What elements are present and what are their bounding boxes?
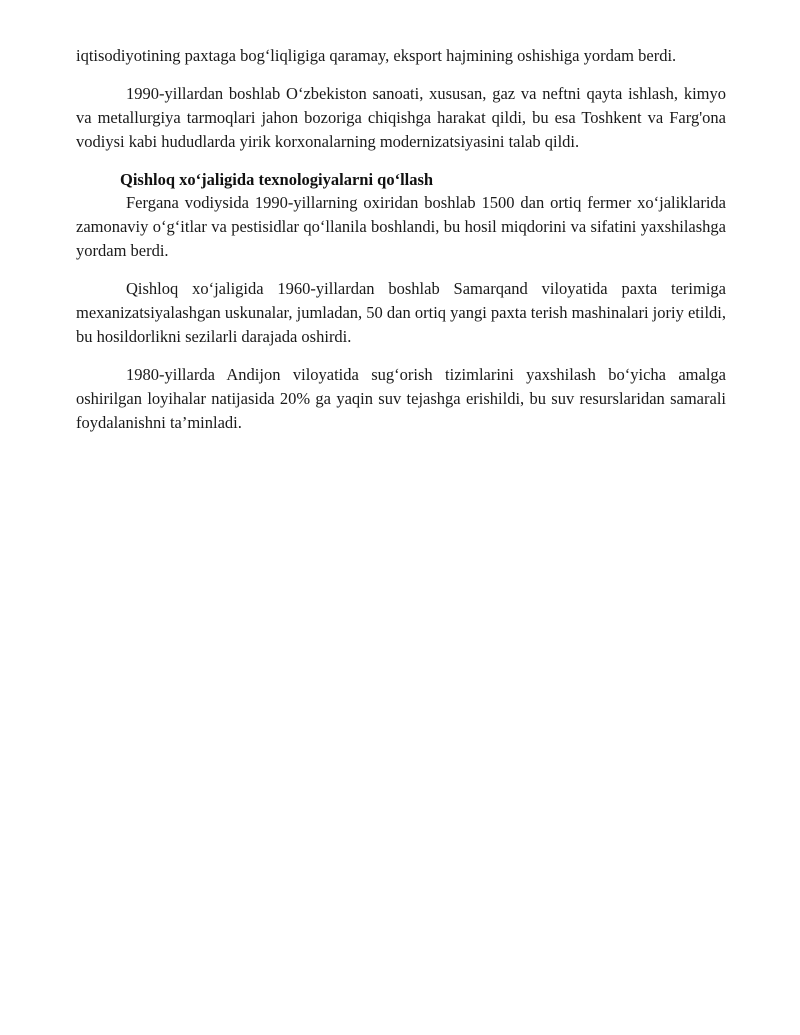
paragraph-fergana: Fergana vodiysida 1990-yillarning oxiridan boshlab 1500 dan ortiq fermer xo‘jaliklarida zamonaviy o‘g‘itlar va pestisidlar qo‘llanila boshlandi, bu hosil miqdorini va sifatini yaxshilashga yordam berdi.	[76, 193, 726, 260]
paragraph-andijan: 1980-yillarda Andijon viloyatida sug‘orish tizimlarini yaxshilash bo‘yicha amalga oshirilgan loyihalar natijasida 20% ga yaqin suv tejashga erishildi, bu suv resurslaridan samarali foydalanishni ta’minladi.	[76, 365, 726, 432]
paragraph-samarkand: Qishloq xo‘jaligida 1960-yillardan boshlab Samarqand viloyatida paxta terimiga mexanizatsiyalashgan uskunalar, jumladan, 50 dan ortiq yangi paxta terish mashinalari joriy etildi, bu hosildorlikni sezilarli darajada oshirdi.	[76, 279, 726, 346]
paragraph-industry: 1990-yillardan boshlab O‘zbekiston sanoati, xususan, gaz va neftni qayta ishlash, kimyo va metallurgiya tarmoqlari jahon bozoriga chiqishga harakat qildi, bu esa Toshkent va Farg'ona vodiysi kabi hududlarda yirik korxonalarning modernizatsiyasini talab qildi.	[76, 84, 726, 151]
document-page	[76, 44, 726, 435]
paragraph-continuation: iqtisodiyotining paxtaga bog‘liqligiga qaramay, eksport hajmining oshishiga yordam berdi.	[76, 46, 677, 65]
section-heading: Qishloq xo‘jaligida texnologiyalarni qo‘llash	[120, 170, 434, 189]
